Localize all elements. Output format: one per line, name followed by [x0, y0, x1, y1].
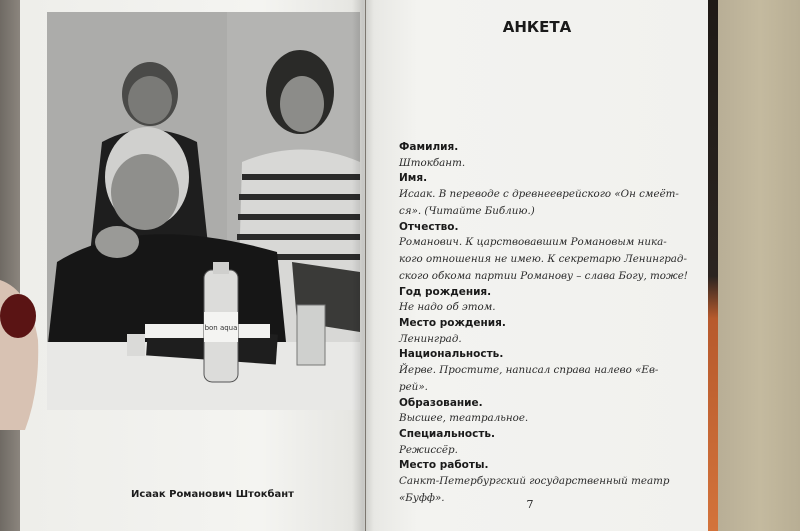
field-label-workplace: Место работы. — [399, 459, 489, 472]
page-title: АНКЕТА — [502, 18, 572, 36]
field-answer-specialty: Режиссёр. — [399, 443, 458, 456]
table-surface-left — [0, 0, 22, 531]
field-answer-surname: Штокбант. — [399, 156, 466, 169]
field-label-education: Образование. — [399, 396, 483, 409]
field-label-patronymic: Отчество. — [399, 220, 459, 233]
book-gutter — [352, 0, 374, 531]
field-answer-patronymic: Романович. К царствовавшим Романовым ника- кого отношения не имею. К секретарю Ленинград- ского обкома партии Романову – слава Богу, тоже! — [399, 236, 688, 282]
field-label-surname: Фамилия. — [399, 141, 459, 153]
field-answer-name: Исаак. В переводе с древнееврейского «Он смеёт- ся». (Читайте Библию.) — [399, 187, 679, 217]
field-label-specialty: Специальность. — [399, 427, 496, 440]
photo-caption: Исаак Романович Штокбант — [131, 489, 294, 500]
field-label-birth-year: Год рождения. — [399, 285, 492, 298]
field-answer-nationality: Йервe. Простите, написал справа налево «Ев- рей». — [399, 363, 659, 393]
photo-scene — [47, 12, 360, 410]
questionnaire — [399, 140, 688, 507]
field-answer-birthplace: Ленинград. — [399, 332, 462, 345]
field-answer-birth-year: Не надо об этом. — [399, 301, 496, 314]
field-label-birthplace: Место рождения. — [399, 316, 506, 329]
field-label-nationality: Национальность. — [399, 348, 504, 361]
page-number: 7 — [526, 498, 534, 511]
field-answer-workplace: Санкт-Петербургский государственный театр «Буфф». — [399, 474, 670, 504]
bottle-label: bon aqua — [204, 324, 238, 332]
portrait-photo — [47, 12, 360, 410]
field-answer-education: Высшее, театральное. — [399, 412, 529, 425]
field-label-name: Имя. — [399, 172, 428, 185]
reader-hand — [0, 280, 40, 430]
